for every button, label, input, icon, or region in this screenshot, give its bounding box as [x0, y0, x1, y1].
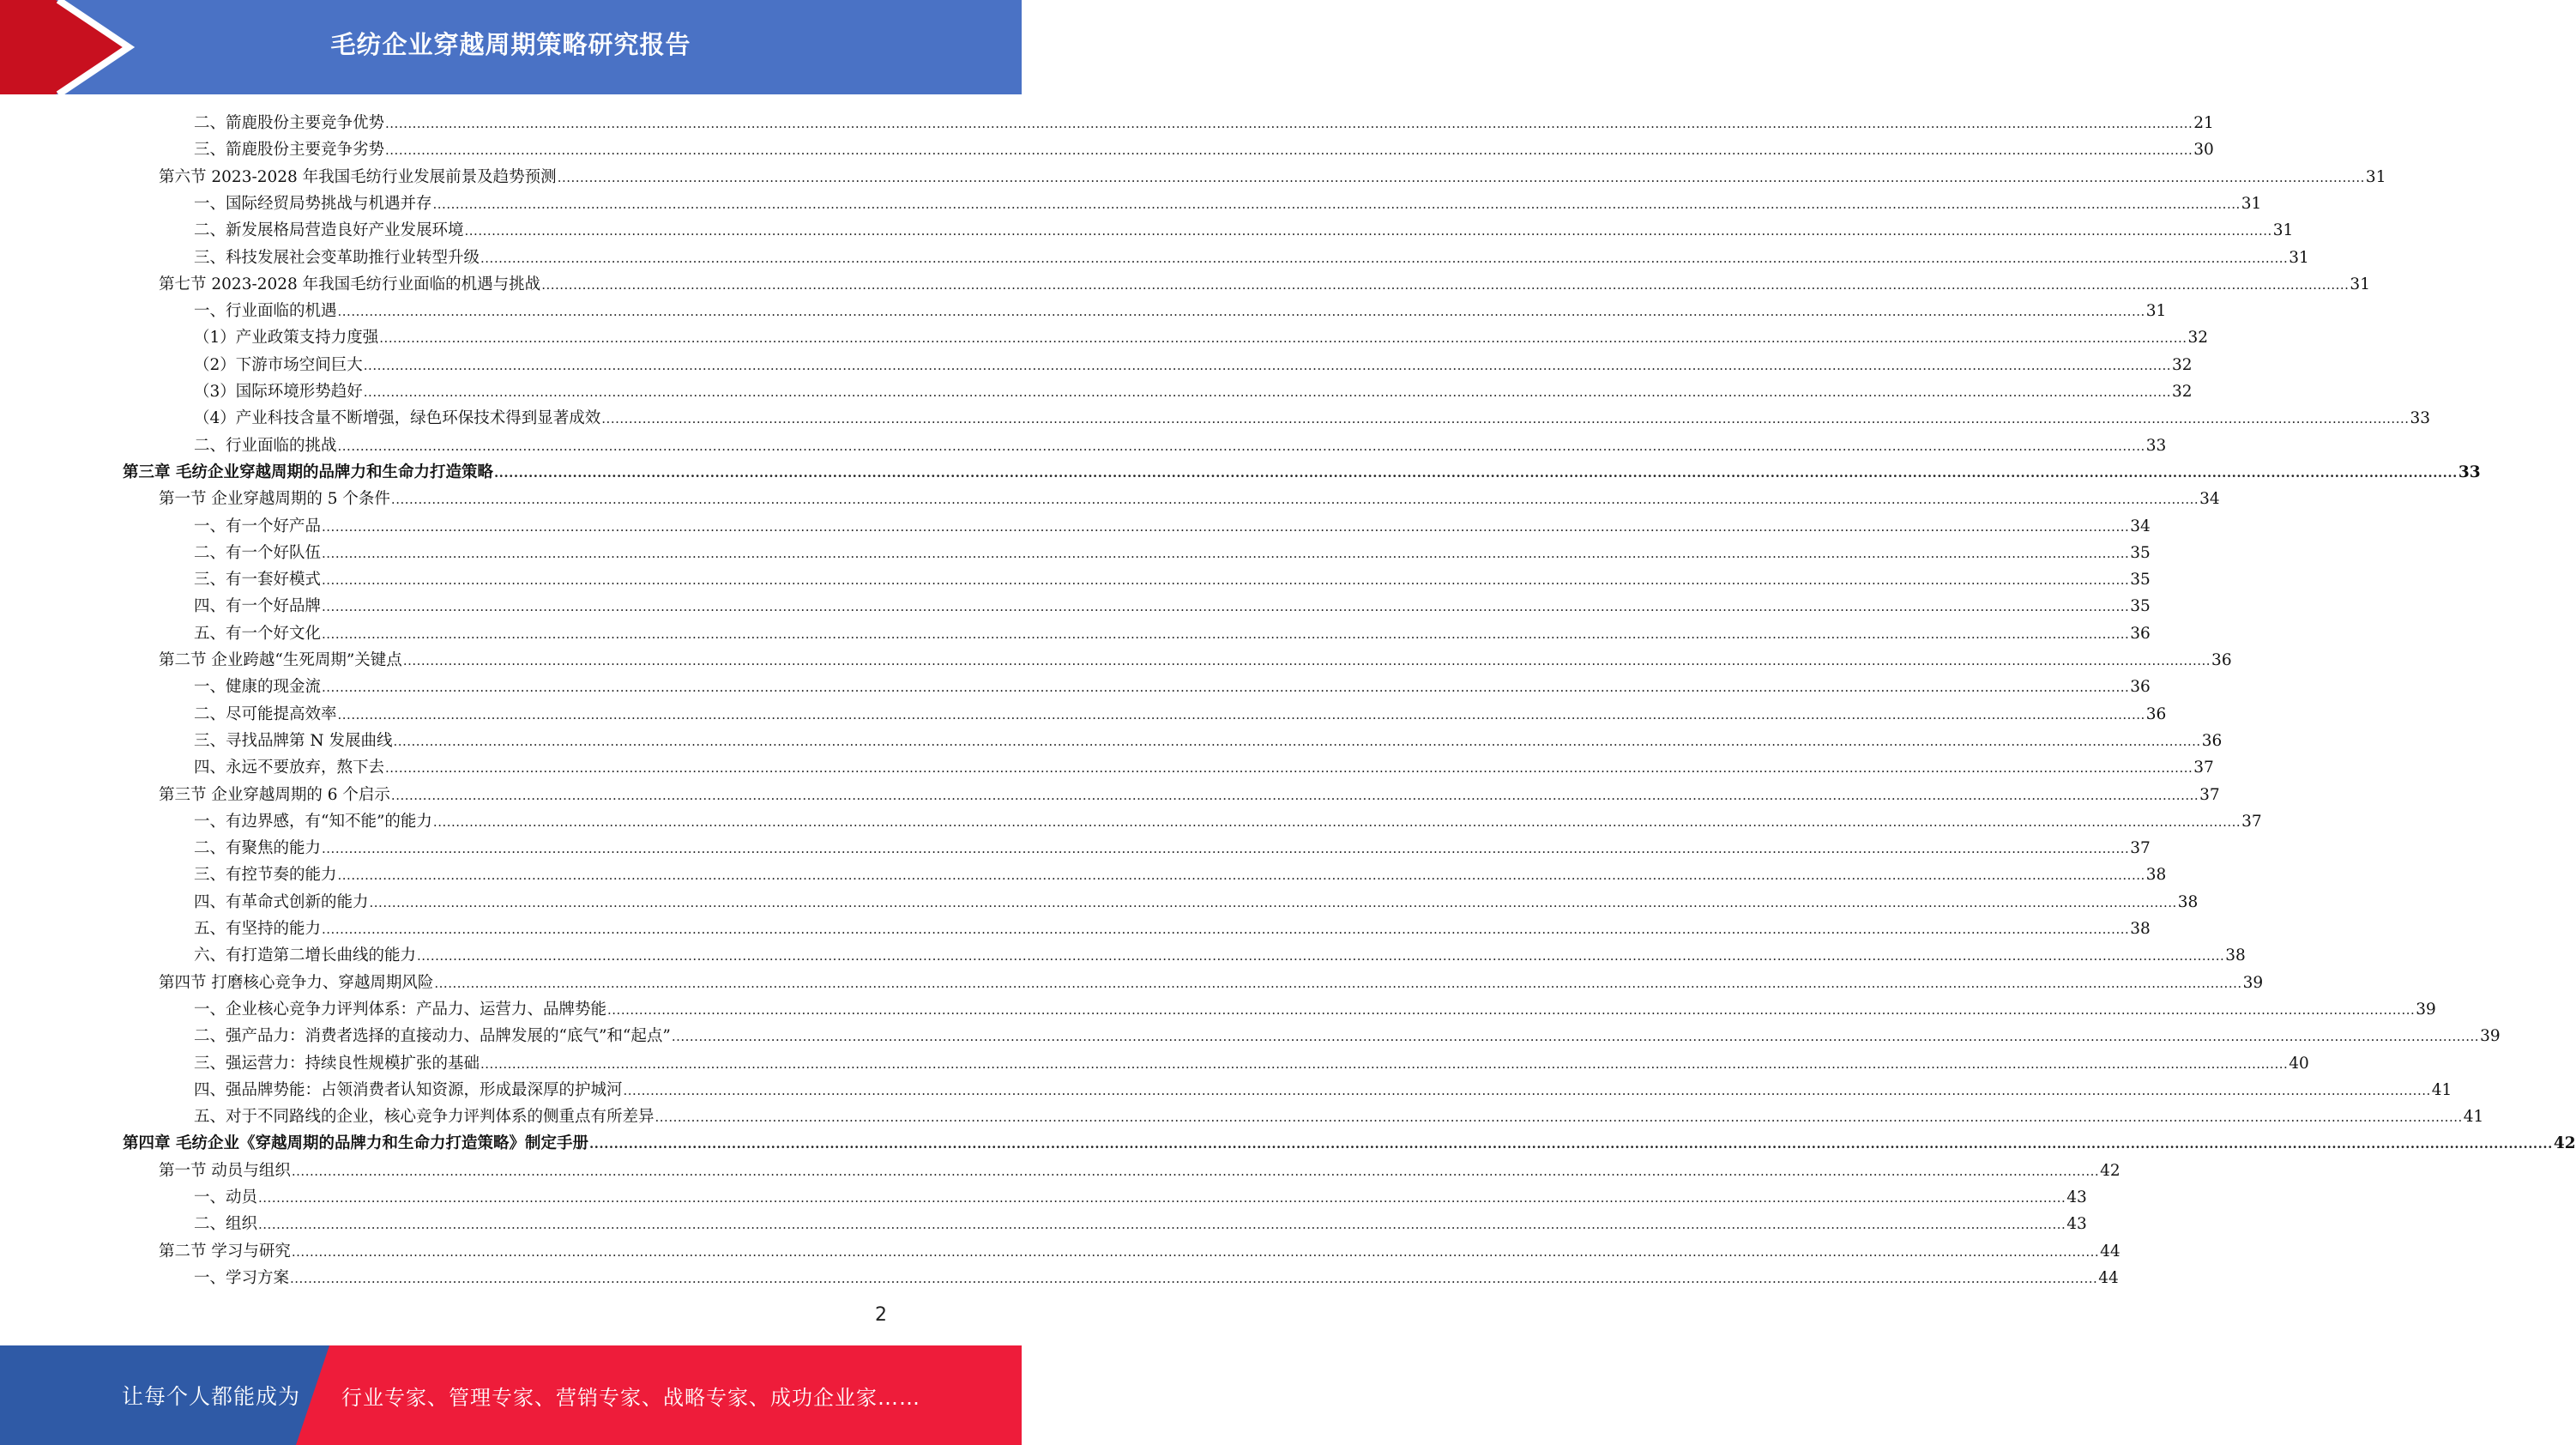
- toc-dot-leader: ................................................................................................................................................................................................................................................................................................................................................................................................................: [322, 599, 2130, 615]
- toc-subsection-entry[interactable]: [194, 1263, 2119, 1290]
- toc-page-number: 35: [2130, 571, 2151, 589]
- toc-entry-title: 第四章 毛纺企业《穿越周期的品牌力和生命力打造策略》制定手册: [123, 1134, 588, 1153]
- toc-page-number: 31: [2350, 275, 2370, 293]
- toc-entry-title: （1）产业政策支持力度强: [194, 329, 379, 348]
- toc-entry-title: （3）国际环境形势趋好: [194, 383, 363, 401]
- toc-page-number: 38: [2177, 892, 2199, 911]
- toc-dot-leader: ................................................................................................................................................................................................................................................................................................................................................................................................................: [432, 196, 2241, 212]
- toc-entry-title: 三、寻找品牌第 N 发展曲线: [194, 731, 393, 750]
- toc-subsection-entry[interactable]: [194, 1075, 2452, 1102]
- toc-chapter-entry[interactable]: [123, 457, 2481, 484]
- toc-page-number: 31: [2272, 221, 2294, 240]
- toc-dot-leader: ................................................................................................................................................................................................................................................................................................................................................................................................................: [671, 1029, 2480, 1045]
- toc-dot-leader: ................................................................................................................................................................................................................................................................................................................................................................................................................: [322, 626, 2130, 642]
- toc-subsection-entry[interactable]: [194, 135, 2214, 161]
- toc-page-number: 44: [2100, 1242, 2121, 1261]
- toc-page-number: 35: [2130, 543, 2151, 562]
- toc-section-entry[interactable]: [159, 269, 2370, 296]
- toc-dot-leader: ................................................................................................................................................................................................................................................................................................................................................................................................................: [385, 760, 2193, 777]
- toc-page-number: 21: [2193, 114, 2214, 132]
- toc-entry-title: 二、组织: [194, 1215, 258, 1234]
- toc-page-number: 32: [2187, 329, 2209, 348]
- toc-dot-leader: ................................................................................................................................................................................................................................................................................................................................................................................................................: [322, 545, 2130, 561]
- toc-entry-title: 五、有坚持的能力: [194, 920, 322, 938]
- toc-entry-title: 二、行业面临的挑战: [194, 436, 337, 455]
- toc-subsection-entry[interactable]: [194, 511, 2151, 538]
- toc-dot-leader: ................................................................................................................................................................................................................................................................................................................................................................................................................: [337, 438, 2145, 454]
- page-number: 2: [875, 1304, 887, 1326]
- toc-dot-leader: ................................................................................................................................................................................................................................................................................................................................................................................................................: [322, 518, 2130, 535]
- toc-entry-title: 三、科技发展社会变革助推行业转型升级: [194, 248, 480, 267]
- toc-dot-leader: ................................................................................................................................................................................................................................................................................................................................................................................................................: [480, 250, 2289, 266]
- footer-slogan-right: 行业专家、管理专家、营销专家、战略专家、成功企业家……: [341, 1386, 920, 1410]
- toc-dot-leader: ................................................................................................................................................................................................................................................................................................................................................................................................................: [607, 1001, 2416, 1018]
- toc-subsection-entry[interactable]: [194, 431, 2167, 457]
- toc-subsection-entry[interactable]: [194, 323, 2209, 349]
- toc-dot-leader: ................................................................................................................................................................................................................................................................................................................................................................................................................: [291, 1243, 2100, 1260]
- toc-subsection-entry[interactable]: [194, 108, 2214, 135]
- toc-entry-title: 四、有革命式创新的能力: [194, 892, 369, 911]
- toc-subsection-entry[interactable]: [194, 940, 2246, 967]
- toc-dot-leader: ................................................................................................................................................................................................................................................................................................................................................................................................................: [258, 1190, 2066, 1206]
- toc-dot-leader: ................................................................................................................................................................................................................................................................................................................................................................................................................: [322, 572, 2130, 589]
- toc-entry-title: （4）产业科技含量不断增强，绿色环保技术得到显著成效: [194, 409, 601, 428]
- toc-section-entry[interactable]: [159, 645, 2232, 672]
- toc-dot-leader: ................................................................................................................................................................................................................................................................................................................................................................................................................: [363, 357, 2172, 373]
- toc-entry-title: 一、健康的现金流: [194, 678, 322, 697]
- toc-subsection-entry[interactable]: [194, 243, 2309, 269]
- toc-dot-leader: ................................................................................................................................................................................................................................................................................................................................................................................................................: [393, 733, 2201, 749]
- toc-entry-title: 二、强产品力：消费者选择的直接动力、品牌发展的“底气”和“起点”: [194, 1027, 671, 1046]
- toc-page-number: 38: [2225, 946, 2246, 965]
- toc-subsection-entry[interactable]: [194, 189, 2262, 215]
- toc-page-number: 36: [2130, 624, 2151, 643]
- document-title: 毛纺企业穿越周期策略研究报告: [330, 30, 691, 59]
- toc-page-number: 37: [2199, 785, 2220, 804]
- toc-entry-title: 一、有边界感，有“知不能”的能力: [194, 812, 432, 831]
- toc-subsection-entry[interactable]: [194, 699, 2167, 726]
- toc-dot-leader: ................................................................................................................................................................................................................................................................................................................................................................................................................: [322, 841, 2130, 857]
- toc-section-entry[interactable]: [159, 162, 2386, 189]
- toc-entry-title: 四、有一个好品牌: [194, 597, 322, 616]
- toc-dot-leader: ................................................................................................................................................................................................................................................................................................................................................................................................................: [623, 1082, 2431, 1098]
- toc-entry-title: 二、箭鹿股份主要竞争优势: [194, 114, 385, 132]
- toc-subsection-entry[interactable]: [194, 215, 2294, 242]
- toc-dot-leader: ................................................................................................................................................................................................................................................................................................................................................................................................................: [417, 948, 2225, 964]
- toc-subsection-entry[interactable]: [194, 726, 2223, 753]
- toc-page-number: 31: [2289, 248, 2309, 267]
- toc-page-number: 36: [2201, 731, 2223, 750]
- toc-entry-title: 一、行业面临的机遇: [194, 302, 337, 321]
- toc-entry-title: 第四节 打磨核心竞争力、穿越周期风险: [159, 973, 434, 992]
- toc-subsection-entry[interactable]: [194, 1021, 2501, 1048]
- toc-page-number: 33: [2410, 409, 2431, 428]
- toc-dot-leader: ................................................................................................................................................................................................................................................................................................................................................................................................................: [402, 653, 2211, 668]
- toc-entry-title: 一、有一个好产品: [194, 517, 322, 535]
- toc-dot-leader: ................................................................................................................................................................................................................................................................................................................................................................................................................: [588, 1136, 2553, 1152]
- toc-dot-leader: ................................................................................................................................................................................................................................................................................................................................................................................................................: [363, 384, 2172, 400]
- toc-page-number: 41: [2431, 1080, 2452, 1099]
- toc-page-number: 43: [2066, 1215, 2087, 1234]
- toc-page-number: 37: [2241, 812, 2262, 831]
- toc-entry-title: 一、国际经贸局势挑战与机遇并存: [194, 194, 432, 213]
- toc-entry-title: 第六节 2023-2028 年我国毛纺行业发展前景及趋势预测: [159, 167, 557, 186]
- toc-entry-title: 六、有打造第二增长曲线的能力: [194, 946, 417, 965]
- toc-entry-title: 第三章 毛纺企业穿越周期的品牌力和生命力打造策略: [123, 463, 493, 481]
- toc-entry-title: 三、有控节奏的能力: [194, 866, 337, 885]
- toc-page-number: 36: [2145, 704, 2167, 723]
- toc-subsection-entry[interactable]: [194, 807, 2262, 833]
- toc-page-number: 39: [2480, 1027, 2501, 1046]
- toc-page-number: 39: [2242, 973, 2264, 992]
- toc-dot-leader: ................................................................................................................................................................................................................................................................................................................................................................................................................: [464, 223, 2272, 239]
- toc-entry-title: 五、对于不同路线的企业，核心竞争力评判体系的侧重点有所差异: [194, 1108, 655, 1127]
- toc-subsection-entry[interactable]: [194, 296, 2167, 323]
- toc-entry-title: 二、新发展格局营造良好产业发展环境: [194, 221, 464, 240]
- toc-page-number: 38: [2145, 866, 2167, 885]
- toc-page-number: 44: [2098, 1268, 2119, 1287]
- toc-page-number: 33: [2145, 436, 2167, 455]
- toc-dot-leader: ................................................................................................................................................................................................................................................................................................................................................................................................................: [541, 276, 2350, 293]
- toc-dot-leader: ................................................................................................................................................................................................................................................................................................................................................................................................................: [379, 330, 2187, 347]
- toc-page-number: 31: [2241, 194, 2262, 213]
- toc-dot-leader: ................................................................................................................................................................................................................................................................................................................................................................................................................: [601, 411, 2410, 427]
- toc-entry-title: 第二节 学习与研究: [159, 1242, 291, 1261]
- toc-dot-leader: ................................................................................................................................................................................................................................................................................................................................................................................................................: [493, 464, 2458, 481]
- toc-dot-leader: ................................................................................................................................................................................................................................................................................................................................................................................................................: [337, 868, 2145, 884]
- toc-page-number: 30: [2193, 141, 2214, 160]
- toc-dot-leader: ................................................................................................................................................................................................................................................................................................................................................................................................................: [390, 787, 2199, 803]
- toc-section-entry[interactable]: [159, 484, 2220, 511]
- toc-subsection-entry[interactable]: [194, 914, 2151, 940]
- toc-dot-leader: ................................................................................................................................................................................................................................................................................................................................................................................................................: [434, 975, 2242, 991]
- toc-page-number: 36: [2211, 651, 2232, 669]
- toc-page-number: 34: [2199, 490, 2220, 509]
- toc-subsection-entry[interactable]: [194, 753, 2214, 779]
- toc-subsection-entry[interactable]: [194, 565, 2151, 591]
- toc-page-number: 37: [2130, 839, 2151, 858]
- toc-page-number: 32: [2172, 383, 2193, 401]
- toc-section-entry[interactable]: [159, 1236, 2121, 1263]
- toc-dot-leader: ................................................................................................................................................................................................................................................................................................................................................................................................................: [557, 169, 2365, 185]
- toc-dot-leader: ................................................................................................................................................................................................................................................................................................................................................................................................................: [258, 1217, 2066, 1233]
- toc-entry-title: 二、有一个好队伍: [194, 543, 322, 562]
- toc-dot-leader: ................................................................................................................................................................................................................................................................................................................................................................................................................: [385, 142, 2193, 159]
- toc-dot-leader: ................................................................................................................................................................................................................................................................................................................................................................................................................: [290, 1270, 2098, 1286]
- toc-page-number: 33: [2458, 463, 2481, 481]
- toc-entry-title: 二、有聚焦的能力: [194, 839, 322, 858]
- toc-dot-leader: ................................................................................................................................................................................................................................................................................................................................................................................................................: [655, 1109, 2463, 1126]
- toc-page-number: 42: [2100, 1161, 2121, 1180]
- toc-page-number: 35: [2130, 597, 2151, 616]
- toc-subsection-entry[interactable]: [194, 403, 2431, 430]
- toc-dot-leader: ................................................................................................................................................................................................................................................................................................................................................................................................................: [385, 116, 2193, 131]
- toc-subsection-entry[interactable]: [194, 538, 2151, 565]
- toc-page-number: 31: [2145, 302, 2167, 321]
- toc-subsection-entry[interactable]: [194, 833, 2151, 860]
- toc-entry-title: 三、强运营力：持续良性规模扩张的基础: [194, 1054, 480, 1073]
- toc-subsection-entry[interactable]: [194, 1102, 2484, 1128]
- toc-page-number: 36: [2130, 678, 2151, 697]
- toc-subsection-entry[interactable]: [194, 887, 2199, 914]
- toc-page-number: 31: [2365, 167, 2386, 186]
- toc-dot-leader: ................................................................................................................................................................................................................................................................................................................................................................................................................: [390, 492, 2199, 508]
- toc-chapter-entry[interactable]: [123, 1128, 2576, 1155]
- toc-dot-leader: ................................................................................................................................................................................................................................................................................................................................................................................................................: [337, 706, 2145, 722]
- toc-page-number: 42: [2553, 1134, 2576, 1153]
- toc-page-number: 38: [2130, 920, 2151, 938]
- toc-dot-leader: ................................................................................................................................................................................................................................................................................................................................................................................................................: [432, 813, 2241, 830]
- toc-page-number: 39: [2416, 1000, 2436, 1019]
- toc-subsection-entry[interactable]: [194, 860, 2167, 886]
- toc-page-number: 41: [2463, 1108, 2484, 1127]
- toc-entry-title: 第一节 企业穿越周期的 5 个条件: [159, 490, 390, 509]
- toc-subsection-entry[interactable]: [194, 1049, 2309, 1075]
- toc-entry-title: 一、企业核心竞争力评判体系：产品力、运营力、品牌势能: [194, 1000, 607, 1019]
- toc-dot-leader: ................................................................................................................................................................................................................................................................................................................................................................................................................: [322, 922, 2130, 937]
- toc-entry-title: 三、箭鹿股份主要竞争劣势: [194, 141, 385, 160]
- toc-entry-title: 第一节 动员与组织: [159, 1161, 291, 1180]
- toc-entry-title: 一、学习方案: [194, 1268, 290, 1287]
- toc-entry-title: 五、有一个好文化: [194, 624, 322, 643]
- toc-page-number: 32: [2172, 355, 2193, 374]
- toc-entry-title: 第三节 企业穿越周期的 6 个启示: [159, 785, 390, 804]
- toc-page-number: 34: [2130, 517, 2151, 535]
- toc-dot-leader: ................................................................................................................................................................................................................................................................................................................................................................................................................: [480, 1055, 2289, 1072]
- toc-subsection-entry[interactable]: [194, 672, 2151, 698]
- toc-subsection-entry[interactable]: [194, 1209, 2087, 1236]
- toc-dot-leader: ................................................................................................................................................................................................................................................................................................................................................................................................................: [291, 1163, 2100, 1179]
- toc-subsection-entry[interactable]: [194, 619, 2151, 645]
- toc-dot-leader: ................................................................................................................................................................................................................................................................................................................................................................................................................: [369, 894, 2177, 910]
- toc-section-entry[interactable]: [159, 780, 2220, 807]
- toc-entry-title: 一、动员: [194, 1188, 258, 1206]
- page-footer: [0, 1345, 1022, 1445]
- footer-slogan-left: 让每个人都能成为: [122, 1384, 301, 1409]
- toc-section-entry[interactable]: [159, 1156, 2121, 1182]
- toc-subsection-entry[interactable]: [194, 350, 2193, 377]
- toc-subsection-entry[interactable]: [194, 377, 2193, 403]
- toc-dot-leader: ................................................................................................................................................................................................................................................................................................................................................................................................................: [337, 304, 2145, 320]
- toc-page-number: 40: [2289, 1054, 2309, 1073]
- toc-subsection-entry[interactable]: [194, 1182, 2087, 1209]
- toc-dot-leader: ................................................................................................................................................................................................................................................................................................................................................................................................................: [322, 680, 2130, 696]
- toc-entry-title: 二、尽可能提高效率: [194, 704, 337, 723]
- page-header: [0, 0, 1022, 94]
- toc-entry-title: 四、永远不要放弃，熬下去: [194, 759, 385, 777]
- toc-page-number: 37: [2193, 759, 2214, 777]
- toc-entry-title: 第七节 2023-2028 年我国毛纺行业面临的机遇与挑战: [159, 275, 541, 293]
- toc-entry-title: 第二节 企业跨越“生死周期”关键点: [159, 651, 402, 669]
- toc-page-number: 43: [2066, 1188, 2087, 1206]
- toc-section-entry[interactable]: [159, 968, 2264, 995]
- toc-subsection-entry[interactable]: [194, 995, 2436, 1021]
- toc-subsection-entry[interactable]: [194, 591, 2151, 618]
- toc-entry-title: 四、强品牌势能：占领消费者认知资源，形成最深厚的护城河: [194, 1080, 623, 1099]
- toc-entry-title: 三、有一套好模式: [194, 571, 322, 589]
- toc-entry-title: （2）下游市场空间巨大: [194, 355, 363, 374]
